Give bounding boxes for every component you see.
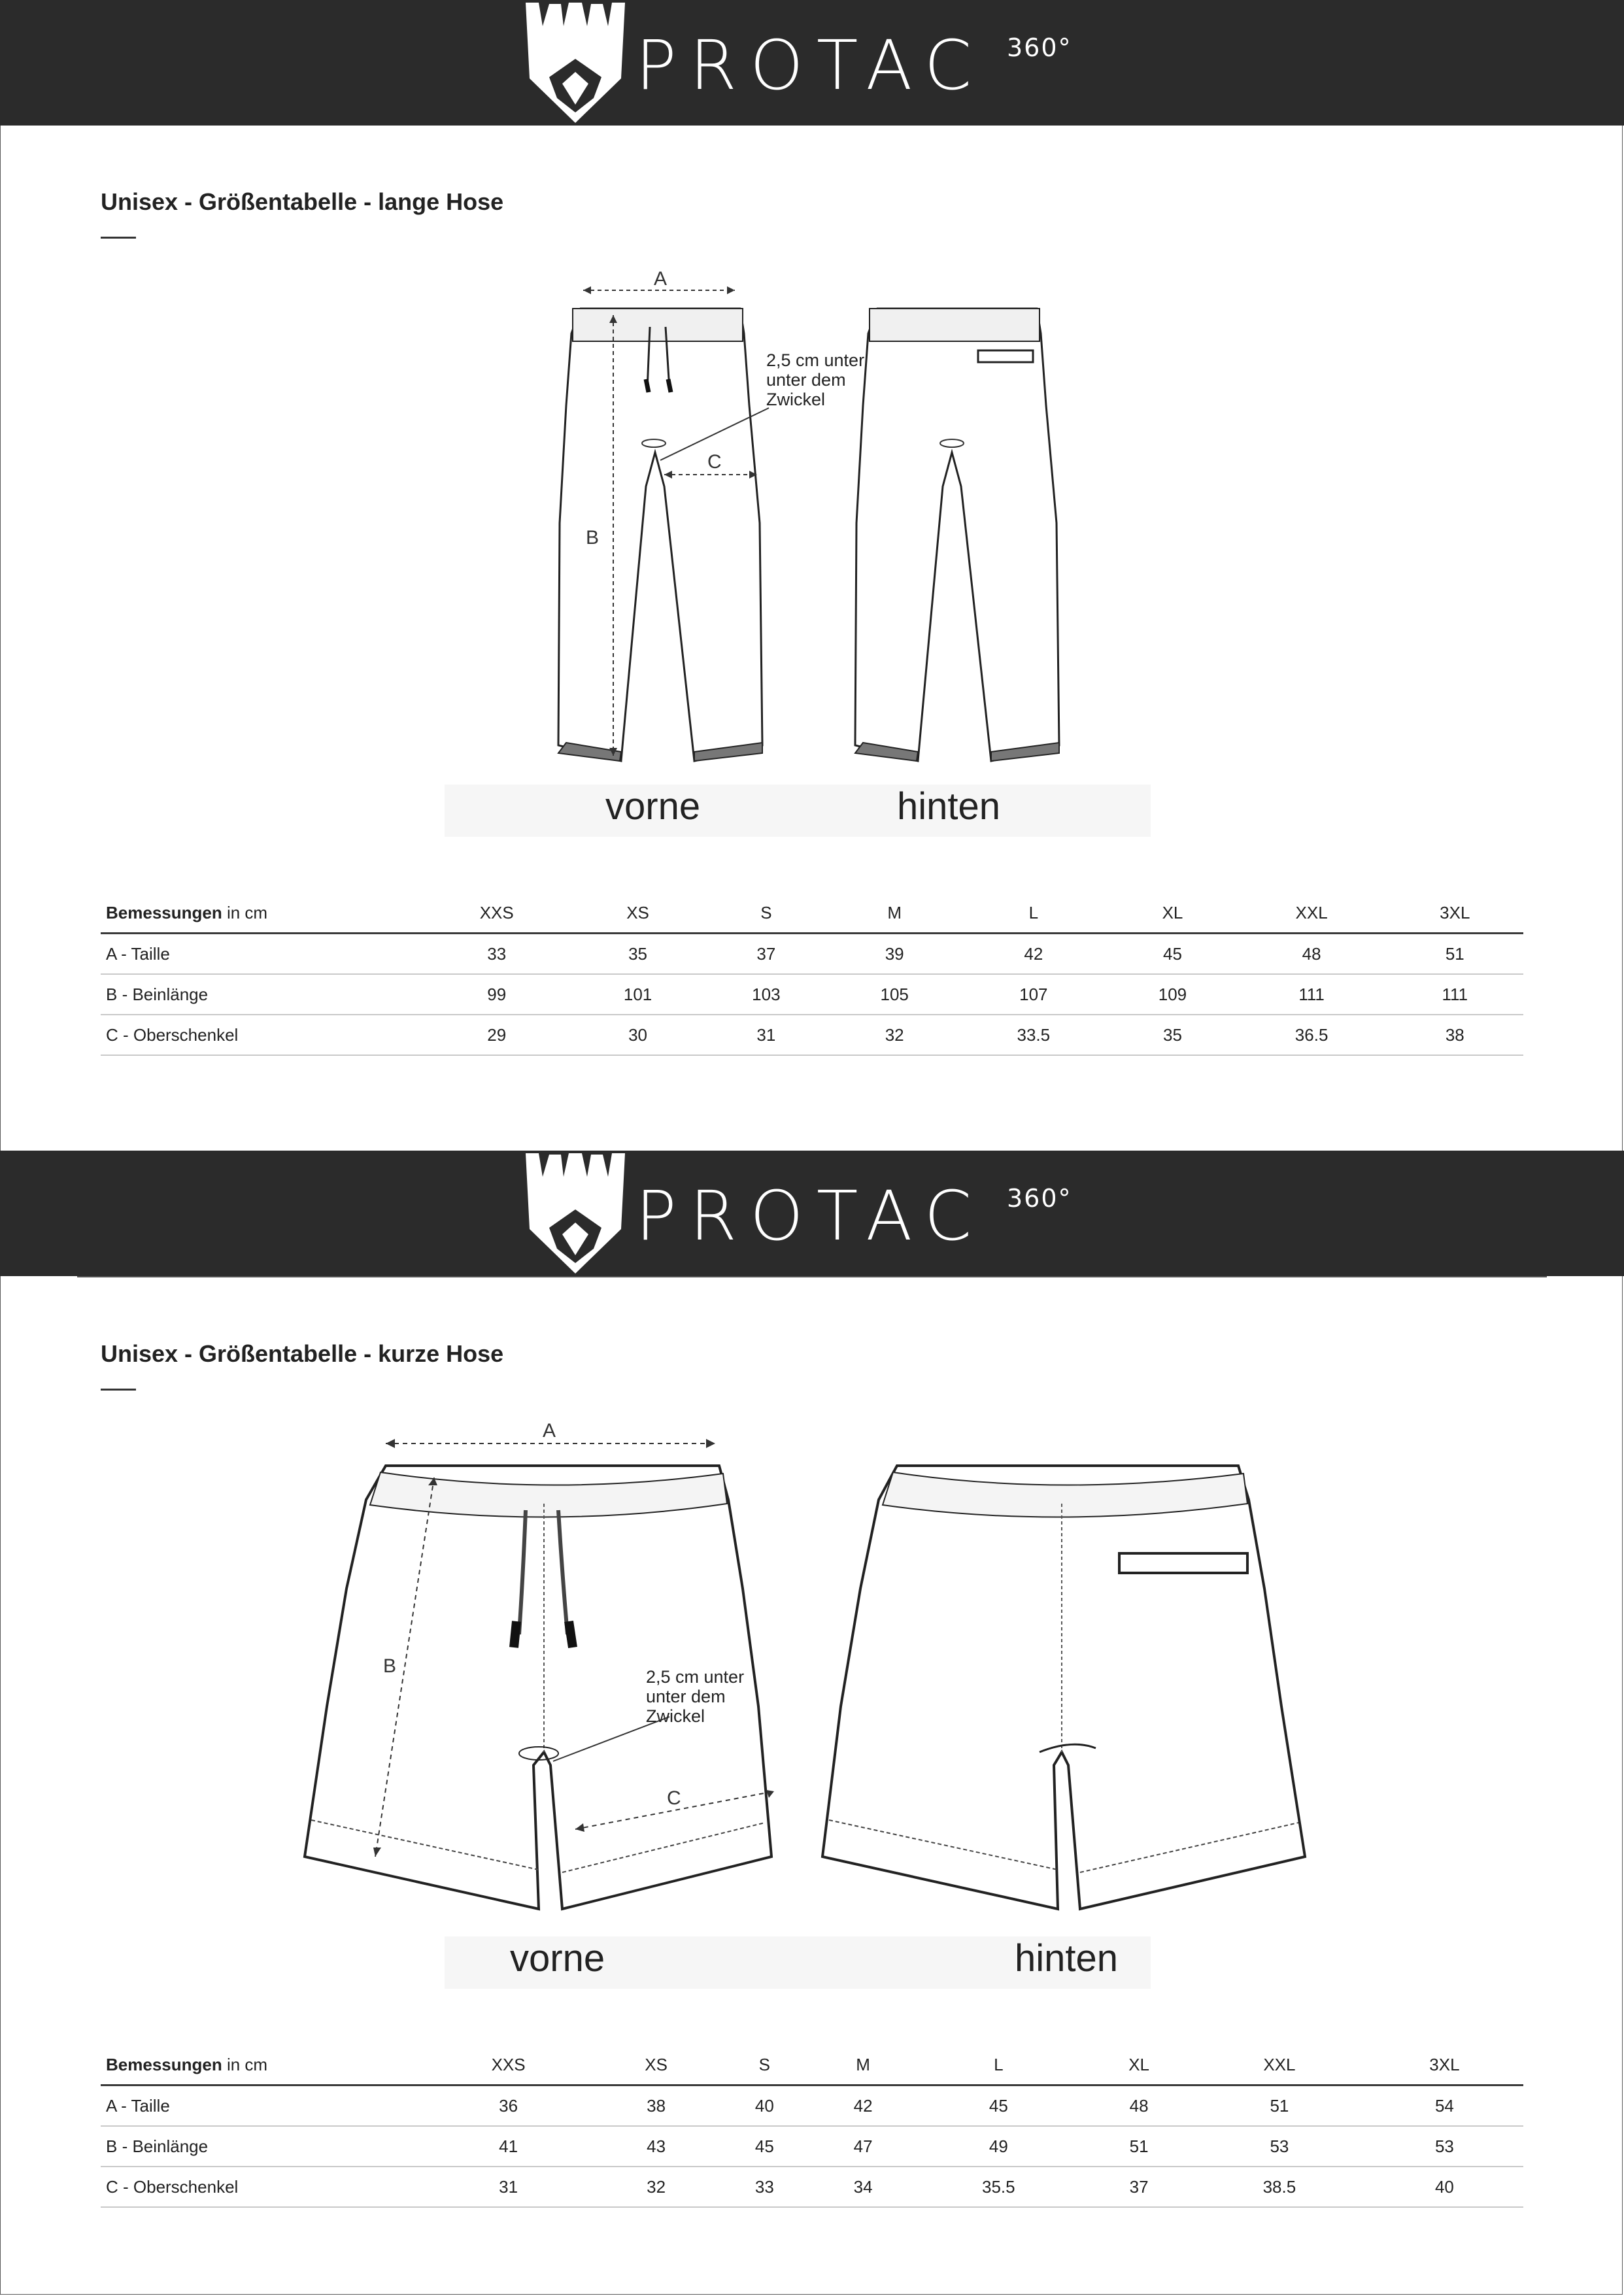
size-table-header [101,2045,1523,2085]
header-underline [77,1276,1547,1277]
table-cell: 48 [1085,2085,1193,2127]
size-header: 3XL [1387,893,1523,934]
table-cell: 107 [958,974,1108,1015]
table-cell: 31 [702,1015,830,1055]
row-label: C - Oberschenkel [101,1015,420,1055]
view-label-back: hinten [897,785,1001,828]
table-cell: 38 [1387,1015,1523,1055]
table-cell: 31 [420,2167,597,2207]
measure-b-label: B [383,1655,397,1677]
size-header: XXL [1237,893,1387,934]
size-header: 3XL [1366,2045,1523,2085]
table-cell: 109 [1108,974,1236,1015]
table-row [101,2085,1523,2127]
annotation-line-1: 2,5 cm unter [766,350,865,370]
table-cell: 99 [420,974,573,1015]
table-cell: 51 [1387,934,1523,975]
table-cell: 54 [1366,2085,1523,2127]
table-cell: 41 [420,2126,597,2167]
table-cell: 51 [1085,2126,1193,2167]
size-header: XL [1085,2045,1193,2085]
table-cell: 35 [1108,1015,1236,1055]
table-cell: 103 [702,974,830,1015]
table-cell: 34 [814,2167,913,2207]
table-cell: 38.5 [1193,2167,1366,2207]
annotation-line-2: unter dem [766,370,846,390]
measure-c-label: C [707,451,722,473]
table-cell: 37 [702,934,830,975]
table-cell: 42 [814,2085,913,2127]
brand-header [0,0,1624,126]
table-header-label: Bemessungen in cm [101,2045,420,2085]
size-header: XS [573,893,702,934]
table-cell: 33.5 [958,1015,1108,1055]
protac-shield-logo-icon [523,1151,628,1276]
size-header: L [958,893,1108,934]
shorts-back [822,1466,1305,1909]
annotation-line-3: Zwickel [646,1706,705,1726]
table-cell: 35 [573,934,702,975]
long-pants-drawing [549,262,1098,785]
size-header: XS [597,2045,715,2085]
row-label: A - Taille [101,934,420,975]
size-header: L [912,2045,1085,2085]
table-cell: 30 [573,1015,702,1055]
table-cell: 53 [1193,2126,1366,2167]
size-header: XXS [420,893,573,934]
table-cell: 36.5 [1237,1015,1387,1055]
section-title-short-pants: Unisex - Größentabelle - kurze Hose [101,1340,504,1367]
size-header: S [715,2045,814,2085]
row-label: B - Beinlänge [101,974,420,1015]
annotation-line-1: 2,5 cm unter [646,1667,745,1687]
annotation-line-3: Zwickel [766,390,826,409]
view-label-front: vorne [510,1937,605,1980]
table-cell: 48 [1237,934,1387,975]
size-header: M [814,2045,913,2085]
section-title-long-pants: Unisex - Größentabelle - lange Hose [101,188,504,215]
measure-b-label: B [586,527,600,549]
table-row [101,2167,1523,2207]
shorts-drawing [288,1412,1334,1922]
table-row [101,1015,1523,1055]
table-cell: 105 [830,974,958,1015]
measure-a-label: A [654,268,668,290]
measure-a-label: A [543,1420,556,1442]
crotch-annotation [766,350,870,409]
size-header: XXL [1193,2045,1366,2085]
row-label: C - Oberschenkel [101,2167,420,2207]
table-cell: 32 [830,1015,958,1055]
brand-header [0,1151,1624,1276]
size-table-header [101,893,1523,934]
table-cell: 35.5 [912,2167,1085,2207]
size-table-short-pants [101,2045,1523,2208]
table-cell: 32 [597,2167,715,2207]
table-cell: 111 [1387,974,1523,1015]
row-label: A - Taille [101,2085,420,2127]
view-label-back: hinten [1015,1937,1119,1980]
title-rule [101,237,136,239]
table-cell: 51 [1193,2085,1366,2127]
table-cell: 29 [420,1015,573,1055]
table-header-label: Bemessungen in cm [101,893,420,934]
table-cell: 40 [1366,2167,1523,2207]
table-cell: 37 [1085,2167,1193,2207]
table-cell: 39 [830,934,958,975]
table-cell: 36 [420,2085,597,2127]
brand-superscript: 360° [1007,1184,1072,1213]
table-cell: 40 [715,2085,814,2127]
table-cell: 53 [1366,2126,1523,2167]
size-header: XL [1108,893,1236,934]
table-row [101,934,1523,975]
table-cell: 101 [573,974,702,1015]
size-header: S [702,893,830,934]
size-header: XXS [420,2045,597,2085]
view-label-front: vorne [605,785,701,828]
table-row [101,974,1523,1015]
table-cell: 45 [912,2085,1085,2127]
brand-wordmark: PROTAC [635,25,985,105]
brand-superscript: 360° [1007,33,1072,62]
table-cell: 45 [715,2126,814,2167]
long-pants-back [855,309,1059,761]
size-table-long-pants [101,893,1523,1056]
protac-shield-logo-icon [523,0,628,126]
title-rule [101,1389,136,1391]
table-cell: 38 [597,2085,715,2127]
measure-c-label: C [667,1787,681,1809]
annotation-line-2: unter dem [646,1687,726,1706]
table-row [101,2126,1523,2167]
table-cell: 47 [814,2126,913,2167]
table-cell: 43 [597,2126,715,2167]
table-cell: 33 [715,2167,814,2207]
table-cell: 49 [912,2126,1085,2167]
row-label: B - Beinlänge [101,2126,420,2167]
brand-wordmark: PROTAC [635,1176,985,1256]
size-header: M [830,893,958,934]
table-cell: 45 [1108,934,1236,975]
view-label-band [445,785,1151,837]
table-cell: 42 [958,934,1108,975]
table-cell: 33 [420,934,573,975]
table-cell: 111 [1237,974,1387,1015]
